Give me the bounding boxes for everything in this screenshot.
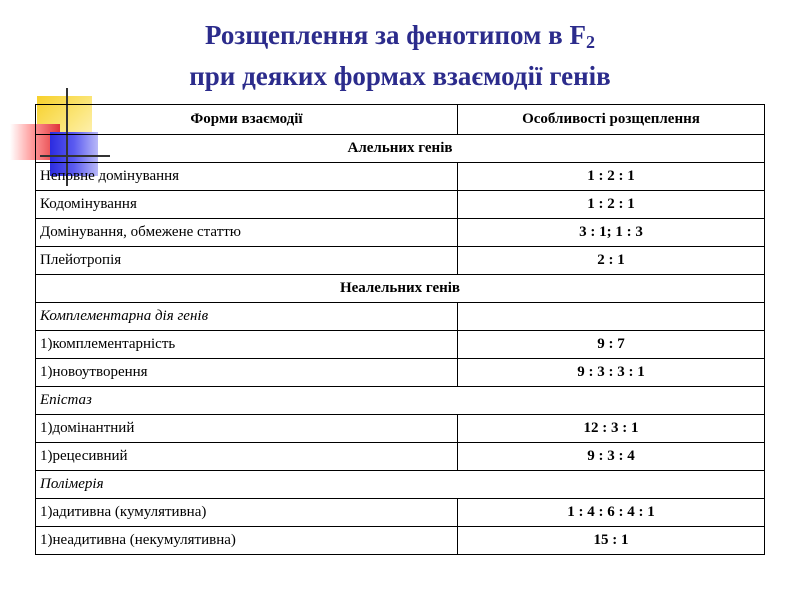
table-row [36,219,765,247]
table-row [36,191,765,219]
form-name: Плейотропія [36,247,458,275]
section-row [36,275,765,303]
form-name: 1)неадитивна (некумулятивна) [36,527,458,555]
title-line-1 [0,18,800,59]
section-non-allelic: Неалельних генів [36,275,765,303]
ratio-value: 9 : 3 : 3 : 1 [458,359,765,387]
group-complementary: Комплементарна дія генів [36,303,458,331]
ratio-value: 1 : 4 : 6 : 4 : 1 [458,499,765,527]
ratio-value: 1 : 2 : 1 [458,191,765,219]
group-row [36,471,765,499]
group-row [36,387,765,415]
table-row [36,443,765,471]
table-row [36,499,765,527]
ratio-value: 9 : 7 [458,331,765,359]
table-row [36,359,765,387]
ratio-value: 2 : 1 [458,247,765,275]
title-subscript: 2 [585,32,595,52]
section-row [36,135,765,163]
form-name: 1)рецесивний [36,443,458,471]
ratio-value: 1 : 2 : 1 [458,163,765,191]
table-row [36,331,765,359]
form-name: Домінування, обмежене статтю [36,219,458,247]
table-row [36,415,765,443]
table-row [36,527,765,555]
table-row [36,163,765,191]
group-epistasis: Епістаз [36,387,765,415]
slide-title [0,18,800,93]
empty-cell [458,303,765,331]
header-ratios: Особливості розщеплення [458,105,765,135]
group-row [36,303,765,331]
form-name: 1)домінантний [36,415,458,443]
group-polymery: Полімерія [36,471,765,499]
ratio-value: 9 : 3 : 4 [458,443,765,471]
form-name: Неповне домінування [36,163,458,191]
section-allelic: Алельних генів [36,135,765,163]
header-forms: Форми взаємодії [36,105,458,135]
form-name: 1)комплементарність [36,331,458,359]
title-text: Розщеплення за фенотипом в F [205,20,586,50]
table-row [36,247,765,275]
ratio-value: 3 : 1; 1 : 3 [458,219,765,247]
table-header-row [36,105,765,135]
ratio-value: 12 : 3 : 1 [458,415,765,443]
title-line-2: при деяких формах взаємодії генів [189,61,611,91]
form-name: Кодомінування [36,191,458,219]
interaction-table [35,104,765,555]
form-name: 1)адитивна (кумулятивна) [36,499,458,527]
form-name: 1)новоутворення [36,359,458,387]
ratio-value: 15 : 1 [458,527,765,555]
